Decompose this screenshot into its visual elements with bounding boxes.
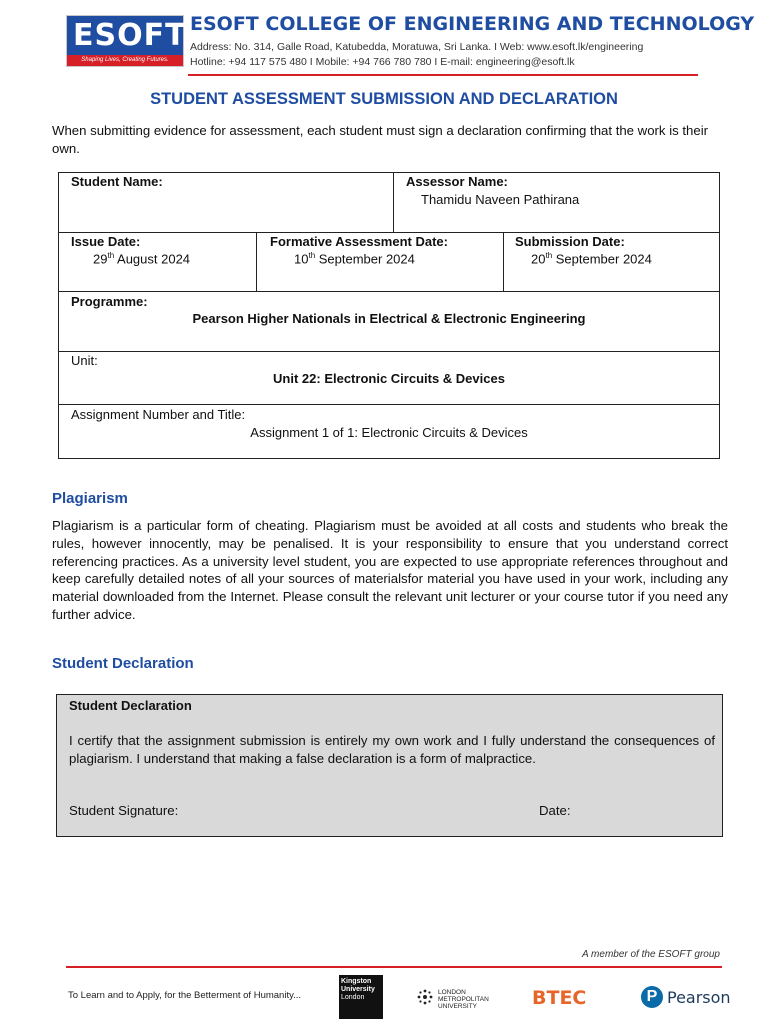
date-label: Date: [539,803,571,818]
pearson-icon: P [641,986,663,1008]
contact-line-address: Address: No. 314, Galle Road, Katubedda, Moratuwa, Sri Lanka. I Web: www.esoft.lk/engineering [190,41,644,53]
programme-label: Programme: [71,294,148,309]
plagiarism-heading: Plagiarism [52,490,128,507]
declaration-text: I certify that the assignment submission is entirely my own work and I fully understand the consequences of plagiarism. I understand that making a false declaration is a form of malpractice. [69,733,715,766]
footer-divider [66,966,722,968]
assignment-label: Assignment Number and Title: [71,407,246,422]
esoft-logo [66,15,187,67]
logo-letters: ESOFT [73,18,187,53]
unit-label: Unit: [71,353,98,368]
table-divider [503,232,504,292]
footer-motto: To Learn and to Apply, for the Betterment of Humanity... [68,990,302,1001]
pearson-logo: Pearson [667,988,731,1007]
table-divider [256,232,257,292]
submission-date-label: Submission Date: [515,234,625,249]
table-divider [59,404,719,405]
logo-tagline: Shaping Lives, Creating Futures. [67,55,183,66]
plagiarism-text: Plagiarism is a particular form of cheating. Plagiarism must be avoided at all costs and students who break the rules, however innocently, may be penalised. It is your responsibility to ensure that you understand correct referencing practices. As a university level student, you are expected to use appropriate references throughout and keep carefully detailed notes of all your sources of materialsfor material you have used in your work, including any material downloaded from the Internet. Please consult the relevant unit lecturer or your course tutor if you need any further advice. [52,518,728,622]
btec-logo: BTEC [532,987,587,1009]
declaration-heading: Student Declaration [52,655,194,672]
college-name: ESOFT COLLEGE OF ENGINEERING AND TECHNOLOGY [190,13,755,35]
table-divider [59,232,719,233]
issue-date-value: 29th August 2024 [93,251,191,267]
declaration-box-title: Student Declaration [69,698,192,713]
table-divider [59,291,719,292]
header-divider [188,74,698,76]
kingston-university-logo: Kingston University London [339,975,383,1019]
member-text: A member of the ESOFT group [581,949,720,960]
document-title: STUDENT ASSESSMENT SUBMISSION AND DECLARATION [150,90,618,108]
table-divider [59,351,719,352]
lmu-logo-text: LONDON METROPOLITAN UNIVERSITY [438,989,489,1010]
assessor-name-label: Assessor Name: [406,174,508,189]
assessor-name-value: Thamidu Naveen Pathirana [421,192,580,207]
intro-text: When submitting evidence for assessment, each student must sign a declaration confirming that the work is their own. [52,123,709,156]
table-divider [393,173,394,233]
assignment-value: Assignment 1 of 1: Electronic Circuits & Devices [250,425,528,440]
programme-value: Pearson Higher Nationals in Electrical & Electronic Engineering [192,311,586,326]
issue-date-label: Issue Date: [71,234,141,249]
unit-value: Unit 22: Electronic Circuits & Devices [273,371,505,386]
lmu-icon [416,988,434,1006]
submission-date-value: 20th September 2024 [531,251,652,267]
signature-label: Student Signature: [69,803,179,818]
declaration-box [56,694,723,837]
formative-date-value: 10th September 2024 [294,251,415,267]
formative-date-label: Formative Assessment Date: [270,234,448,249]
contact-line-phone: Hotline: +94 117 575 480 I Mobile: +94 766 780 780 I E-mail: engineering@esoft.lk [190,56,575,68]
student-name-label: Student Name: [71,174,163,189]
assessment-info-table [58,172,720,459]
